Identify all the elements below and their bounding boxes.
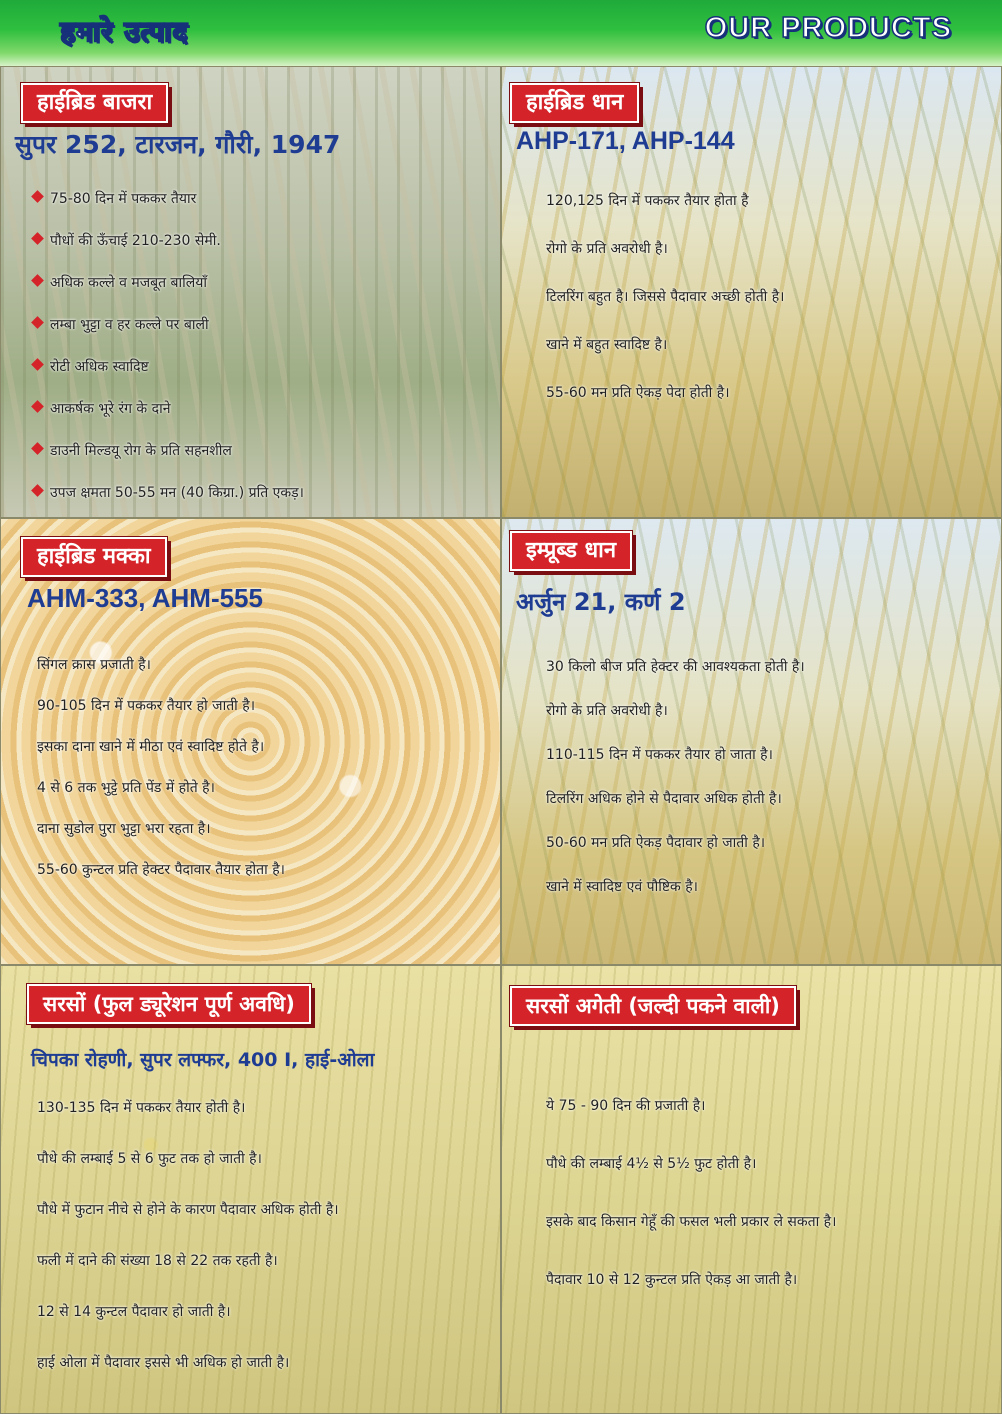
list-item: 12 से 14 कुन्टल पैदावार हो जाती है। (37, 1304, 231, 1320)
panel-hybrid-paddy (501, 66, 1002, 518)
header-banner (0, 0, 1002, 66)
list-item: खाने में बहुत स्वादिष्ट है। (546, 337, 668, 353)
diamond-bullet-icon (31, 400, 44, 413)
list-item: दाना सुडोल पुरा भुट्टा भरा रहता है। (37, 821, 211, 837)
feature-list (546, 191, 785, 431)
list-item: पैदावार 10 से 12 कुन्टल प्रति ऐकड़ आ जाती है। (546, 1272, 798, 1288)
panel-improved-paddy (501, 518, 1002, 965)
list-item: 120,125 दिन में पककर तैयार होता है (546, 193, 749, 209)
list-item: आकर्षक भूरे रंग के दाने (33, 399, 304, 441)
list-item: 55-60 कुन्टल प्रति हेक्टर पैदावार तैयार होता है। (37, 862, 285, 878)
feature-list (33, 189, 304, 518)
panel-hybrid-bajra (0, 66, 501, 518)
panel-mustard-full-duration (0, 965, 501, 1414)
list-item: 50-60 मन प्रति ऐकड़ पैदावार हो जाती है। (546, 835, 766, 851)
panel-tag: इम्प्रूब्ड धान (510, 531, 632, 571)
list-item: इसके बाद किसान गेहूँ की फसल भली प्रकार ले सकता है। (546, 1214, 837, 1230)
panel-tag: सरसों (फुल ड्यूरेशन पूर्ण अवधि) (27, 984, 311, 1024)
feature-list (37, 655, 285, 901)
variety-list: AHP-171, AHP-144 (516, 127, 735, 155)
diamond-bullet-icon (31, 232, 44, 245)
list-item: उपज क्षमता 50-55 मन (40 किग्रा.) प्रति एकड़। (33, 483, 304, 518)
list-item: अधिक कल्ले व मजबूत बालियाँ (33, 273, 304, 315)
list-item: पौधे की लम्बाई 5 से 6 फुट तक हो जाती है। (37, 1151, 262, 1167)
list-item: रोगो के प्रति अवरोधी है। (546, 241, 668, 257)
panel-tag: हाईब्रिड मक्का (21, 537, 167, 577)
list-item: 75-80 दिन में पककर तैयार (33, 189, 304, 231)
panel-hybrid-maize (0, 518, 501, 965)
list-item: लम्बा भुट्टा व हर कल्ले पर बाली (33, 315, 304, 357)
variety-list: अर्जुन 21, कर्ण 2 (516, 588, 686, 616)
diamond-bullet-icon (31, 484, 44, 497)
list-item: इसका दाना खाने में मीठा एवं स्वादिष्ट होते है। (37, 739, 265, 755)
list-item: डाउनी मिल्डयू रोग के प्रति सहनशील (33, 441, 304, 483)
list-item: रोटी अधिक स्वादिष्ट (33, 357, 304, 399)
list-item: फली में दाने की संख्या 18 से 22 तक रहती है। (37, 1253, 278, 1269)
list-item: पौधे में फुटान नीचे से होने के कारण पैदावार अधिक होती है। (37, 1202, 339, 1218)
list-item: पौधे की लम्बाई 4½ से 5½ फुट होती है। (546, 1156, 757, 1172)
list-item: ये 75 - 90 दिन की प्रजाती है। (546, 1098, 706, 1114)
diamond-bullet-icon (31, 358, 44, 371)
diamond-bullet-icon (31, 442, 44, 455)
feature-list (546, 1096, 836, 1328)
list-item: हाई ओला में पैदावार इससे भी अधिक हो जाती है। (37, 1355, 290, 1371)
list-item: पौधों की ऊँचाई 210-230 सेमी. (33, 231, 304, 273)
list-item: 130-135 दिन में पककर तैयार होती है। (37, 1100, 246, 1116)
diamond-bullet-icon (31, 190, 44, 203)
variety-list: चिपका रोहणी, सुपर लफ्फर, 400 I, हाई-ओला (31, 1049, 375, 1071)
list-item: टिलरिंग अधिक होने से पैदावार अधिक होती है। (546, 791, 782, 807)
list-item: टिलरिंग बहुत है। जिससे पैदावार अच्छी होती है। (546, 289, 785, 305)
variety-list: सुपर 252, टारजन, गौरी, 1947 (15, 130, 341, 159)
panel-tag: हाईब्रिड धान (510, 83, 639, 123)
list-item: 4 से 6 तक भुट्टे प्रति पेंड में होते है। (37, 780, 215, 796)
header-title-hindi: हमारे उत्पाद (60, 15, 189, 48)
feature-list (546, 657, 805, 921)
feature-list (37, 1098, 339, 1404)
panel-tag: हाईब्रिड बाजरा (21, 83, 168, 123)
panel-mustard-early (501, 965, 1002, 1414)
diamond-bullet-icon (31, 316, 44, 329)
panel-tag: सरसों अगेती (जल्दी पकने वाली) (510, 986, 796, 1026)
list-item: रोगो के प्रति अवरोधी है। (546, 703, 668, 719)
variety-list: AHM-333, AHM-555 (27, 583, 263, 613)
list-item: सिंगल क्रास प्रजाती है। (37, 657, 151, 673)
list-item: खाने में स्वादिष्ट एवं पौष्टिक है। (546, 879, 698, 895)
list-item: 110-115 दिन में पककर तैयार हो जाता है। (546, 747, 773, 763)
list-item: 30 किलो बीज प्रति हेक्टर की आवश्यकता होती है। (546, 659, 805, 675)
diamond-bullet-icon (31, 274, 44, 287)
header-title-english: OUR PRODUCTS (704, 12, 952, 44)
list-item: 55-60 मन प्रति ऐकड़ पेदा होती है। (546, 385, 730, 401)
list-item: 90-105 दिन में पककर तैयार हो जाती है। (37, 698, 255, 714)
